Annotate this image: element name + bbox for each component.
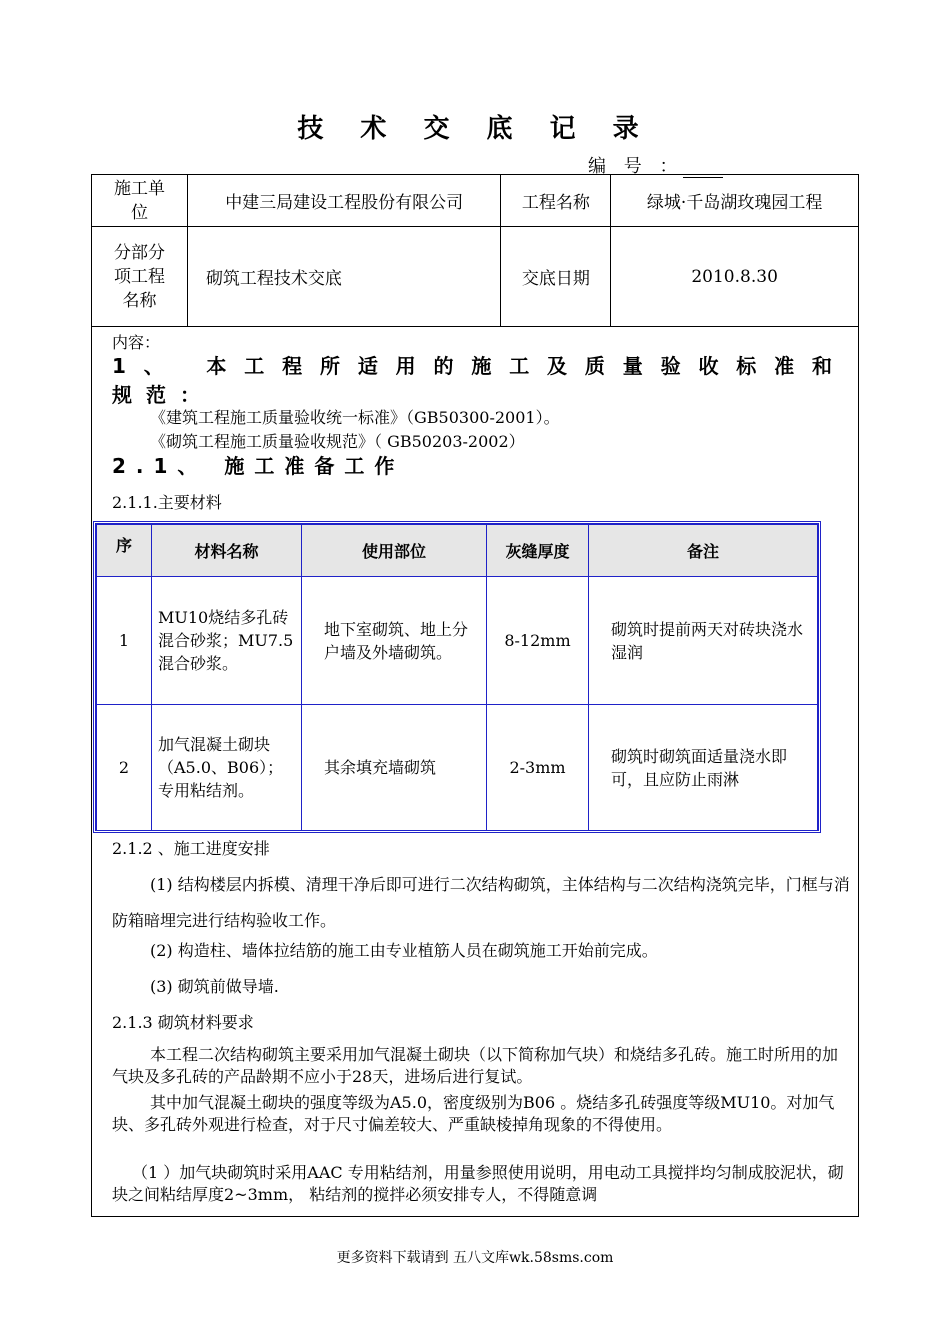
header-table (91, 174, 859, 327)
row-name: MU10烧结多孔砖 混合砂浆；MU7.5 混合砂浆。 (152, 577, 302, 705)
paragraph-6: （1 ）加气块砌筑时采用AAC 专用粘结剂，用量参照使用说明，用电动工具搅拌均匀制成胶泥状，砌块之间粘结厚度2~3mm， 粘结剂的搅拌必须安排专人，不得随意调 (112, 1163, 844, 1204)
project-value: 绿城·千岛湖玫瑰园工程 (611, 175, 859, 227)
serial-label: 编 号 ： (588, 156, 684, 177)
materials-table (93, 521, 821, 833)
row-note: 砌筑时砌筑面适量浇水即可，且应防止雨淋 (589, 705, 818, 831)
row-part: 地下室砌筑、地上分户墙及外墙砌筑。 (302, 577, 487, 705)
paragraph-1: (1) 结构楼层内拆模、清理干净后即可进行二次结构砌筑，主体结构与二次结构浇筑完毕，门框与消防箱暗埋完进行结构验收工作。 (112, 875, 850, 930)
col-header-note: 备注 (589, 525, 818, 577)
row-note: 砌筑时提前两天对砖块浇水湿润 (589, 577, 818, 705)
section-1-heading-cont: 规范： (112, 383, 214, 407)
row-no: 1 (97, 577, 152, 705)
document-title: 技 术 交 底 记 录 (297, 114, 653, 144)
unit-value: 中建三局建设工程股份有限公司 (187, 175, 501, 227)
table-row (97, 705, 818, 831)
section-2-1-3: 2.1.3 砌筑材料要求 (112, 1013, 254, 1032)
date-label: 交底日期 (501, 227, 611, 327)
project-label: 工程名称 (501, 175, 611, 227)
standard-1: 《建筑工程施工质量验收统一标准》（GB50300-2001）。 (150, 408, 560, 427)
paragraph-5: 其中加气混凝土砌块的强度等级为A5.0，密度级别为B06 。烧结多孔砖强度等级MU10。对加气块、多孔砖外观进行检查，对于尺寸偏差较大、严重缺棱掉角现象的不得使用。 (112, 1093, 835, 1134)
sub-project-value: 砌筑工程技术交底 (187, 227, 501, 327)
row-no: 2 (97, 705, 152, 831)
col-header-no: 序 (97, 525, 152, 577)
col-header-part: 使用部位 (302, 525, 487, 577)
row-part: 其余填充墙砌筑 (302, 705, 487, 831)
section-2-1-2: 2.1.2 、施工进度安排 (112, 839, 270, 858)
section-1-heading: 1、 本工程所适用的施工及质量验收标准和 (112, 354, 834, 378)
sub-project-label: 分部分项工程名称 (92, 227, 188, 327)
section-2-1-heading: 2.1、 施工准备工作 (112, 454, 405, 478)
footer-note: 更多资料下载请到 五八文库wk.58sms.com (336, 1250, 614, 1266)
paragraph-3: (3) 砌筑前做导墙. (150, 977, 279, 996)
table-row (97, 577, 818, 705)
paragraph-4: 本工程二次结构砌筑主要采用加气混凝土砌块（以下简称加气块）和烧结多孔砖。施工时所用的加气块及多孔砖的产品龄期不应小于28天，进场后进行复试。 (112, 1045, 839, 1086)
row-name: 加气混凝土砌块 （A5.0、B06）；专用粘结剂。 (152, 705, 302, 831)
content-label: 内容： (112, 333, 161, 352)
standard-2: 《砌筑工程施工质量验收规范》（ GB50203-2002） (150, 432, 525, 451)
row-joint: 2-3mm (487, 705, 589, 831)
col-header-joint: 灰缝厚度 (487, 525, 589, 577)
col-header-name: 材料名称 (152, 525, 302, 577)
row-joint: 8-12mm (487, 577, 589, 705)
section-2-1-1: 2.1.1.主要材料 (112, 493, 222, 512)
paragraph-2: (2) 构造柱、墙体拉结筋的施工由专业植筋人员在砌筑施工开始前完成。 (150, 941, 658, 960)
unit-label: 施工单位 (92, 175, 188, 227)
date-value: 2010.8.30 (611, 227, 859, 327)
